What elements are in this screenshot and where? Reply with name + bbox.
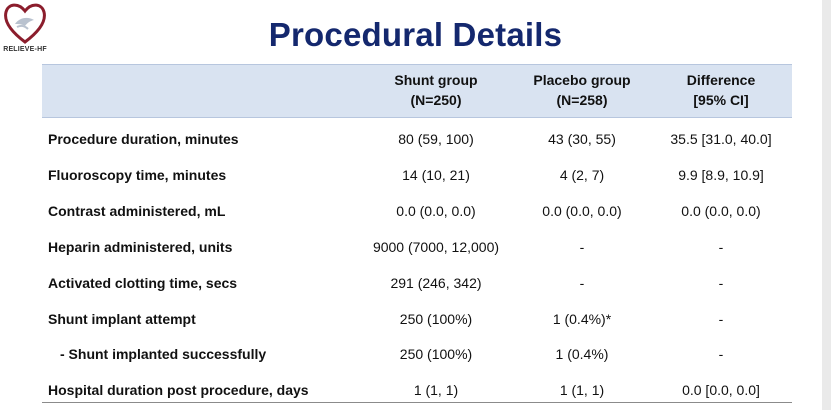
table-bottom-rule bbox=[42, 402, 792, 403]
logo-text: RELIEVE-HF bbox=[3, 46, 47, 53]
placebo-value: 0.0 (0.0, 0.0) bbox=[542, 203, 622, 219]
row-label: Procedure duration, minutes bbox=[48, 131, 239, 147]
table-row bbox=[0, 271, 831, 295]
difference-value: 0.0 (0.0, 0.0) bbox=[681, 203, 761, 219]
difference-value: 0.0 [0.0, 0.0] bbox=[682, 382, 760, 398]
shunt-value: 80 (59, 100) bbox=[398, 131, 474, 147]
shunt-value: 291 (246, 342) bbox=[390, 275, 482, 291]
shunt-value: 0.0 (0.0, 0.0) bbox=[396, 203, 476, 219]
difference-value: - bbox=[718, 239, 724, 255]
placebo-value: 1 (0.4%) bbox=[555, 346, 609, 362]
table-row bbox=[0, 199, 831, 223]
table-row bbox=[0, 163, 831, 187]
row-label: Fluoroscopy time, minutes bbox=[48, 167, 227, 183]
column-header-line: (N=250) bbox=[410, 92, 462, 108]
shunt-value: 1 (1, 1) bbox=[413, 382, 459, 398]
difference-value: - bbox=[718, 311, 724, 327]
placebo-value: 4 (2, 7) bbox=[559, 167, 605, 183]
column-header-shunt bbox=[358, 70, 514, 110]
placebo-value: 1 (1, 1) bbox=[559, 382, 605, 398]
shunt-value: 250 (100%) bbox=[399, 311, 473, 327]
page-title: Procedural Details bbox=[268, 16, 563, 53]
window-edge bbox=[822, 0, 831, 410]
placebo-value: - bbox=[579, 239, 585, 255]
column-header-line: Placebo group bbox=[533, 72, 631, 88]
difference-value: - bbox=[718, 275, 724, 291]
placebo-value: 1 (0.4%)* bbox=[552, 311, 612, 327]
table-row bbox=[0, 127, 831, 151]
column-header-line: Shunt group bbox=[394, 72, 478, 88]
row-label: Hospital duration post procedure, days bbox=[48, 382, 309, 398]
difference-value: 9.9 [8.9, 10.9] bbox=[678, 167, 764, 183]
placebo-value: - bbox=[579, 275, 585, 291]
column-header-line: (N=258) bbox=[556, 92, 608, 108]
difference-value: - bbox=[718, 346, 724, 362]
row-label: - Shunt implanted successfully bbox=[60, 346, 267, 362]
difference-value: 35.5 [31.0, 40.0] bbox=[670, 131, 772, 147]
column-header-placebo bbox=[514, 70, 650, 110]
placebo-value: 43 (30, 55) bbox=[548, 131, 616, 147]
column-header-difference bbox=[650, 70, 792, 110]
table-row bbox=[0, 307, 831, 331]
column-header-line: Difference bbox=[686, 72, 756, 88]
row-label: Contrast administered, mL bbox=[48, 203, 226, 219]
shunt-value: 9000 (7000, 12,000) bbox=[372, 239, 500, 255]
row-label: Heparin administered, units bbox=[48, 239, 233, 255]
table-row bbox=[0, 378, 831, 402]
row-label: Activated clotting time, secs bbox=[48, 275, 238, 291]
table-row bbox=[0, 342, 831, 366]
column-header-line: [95% CI] bbox=[693, 92, 749, 108]
shunt-value: 250 (100%) bbox=[399, 346, 473, 362]
row-label: Shunt implant attempt bbox=[48, 311, 196, 327]
table-row bbox=[0, 235, 831, 259]
shunt-value: 14 (10, 21) bbox=[402, 167, 470, 183]
